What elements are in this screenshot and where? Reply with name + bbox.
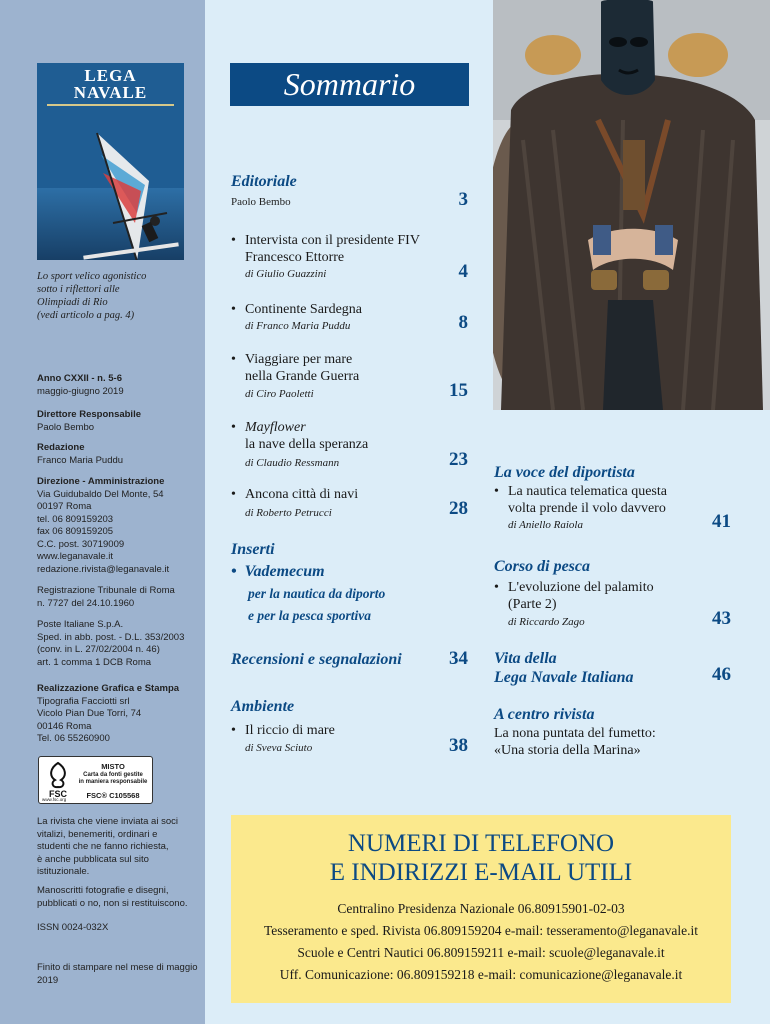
toc-item-title: Ancona città di navi	[245, 487, 359, 502]
mamuthones-photo[interactable]	[493, 0, 770, 410]
issue-date: maggio-giugno 2019	[37, 385, 124, 397]
toc-item-author: di Roberto Petrucci	[245, 507, 332, 519]
realizzazione-label: Realizzazione Grafica e Stampa	[37, 683, 180, 694]
issn: ISSN 0024-032X	[37, 922, 109, 933]
sommario-title: Sommario	[283, 66, 416, 102]
redazione-name: Franco Maria Puddu	[37, 454, 124, 466]
section-inserti[interactable]: Inserti	[231, 541, 275, 558]
magazine-cover-image[interactable]	[37, 63, 184, 260]
toc-item-page: 28	[449, 498, 468, 519]
bullet: •	[231, 563, 245, 580]
fsc-tree-icon	[43, 760, 73, 800]
print-date: Finito di stampare nel mese di maggio 2019	[37, 962, 198, 986]
centro-rivista-text: La nona puntata del fumetto: «Una storia della Marina»	[494, 726, 656, 758]
toc-item-title-italic: Mayflower	[245, 420, 306, 435]
toc-item-title: Il riccio di mare	[245, 723, 335, 738]
redazione-label: Redazione	[37, 442, 85, 453]
sommario-title-box	[230, 63, 469, 106]
section-diportista[interactable]: La voce del diportista	[494, 464, 635, 481]
toc-item-author: di Giulio Guazzini	[245, 268, 327, 280]
issue-number: Anno CXXII - n. 5-6	[37, 373, 122, 384]
toc-item-mayflower[interactable]	[231, 419, 368, 453]
fsc-code: FSC® C105568	[86, 791, 140, 800]
bullet: •	[231, 233, 236, 248]
direzione-block	[37, 476, 202, 576]
toc-item-page: 4	[458, 261, 468, 282]
recensioni-page: 34	[449, 648, 468, 669]
editoriale-page: 3	[458, 189, 468, 210]
bullet: •	[231, 420, 236, 435]
toc-item-ancona[interactable]	[231, 486, 358, 503]
contact-line[interactable]: Tesseramento e sped. Rivista 06.809159204 e-mail: tesseramento@leganavale.it	[264, 923, 698, 938]
toc-item-author: di Ciro Paoletti	[245, 388, 314, 400]
vademecum-title: Vademecum	[244, 563, 325, 580]
direttore-name: Paolo Bembo	[37, 421, 95, 433]
toc-item-title: Viaggiare per mare nella Grande Guerra	[245, 352, 360, 384]
bullet: •	[494, 484, 499, 499]
section-ambiente[interactable]: Ambiente	[231, 698, 295, 715]
toc-item-title: La nautica telematica questa volta prende il volo davvero	[508, 484, 667, 516]
toc-item-page: 8	[458, 312, 468, 333]
bullet: •	[231, 723, 236, 738]
toc-item-palamito[interactable]	[494, 579, 654, 613]
bullet: •	[231, 302, 236, 317]
vademecum-line-1: per la nautica da diporto	[248, 586, 386, 601]
mamuthones-illustration	[493, 0, 770, 410]
toc-item-author: di Aniello Raiola	[508, 519, 583, 531]
poste-text: Poste Italiane S.p.A. Sped. in abb. post. - D.L. 353/2003 (conv. in L. 27/02/2004 n. 46) art. 1 comma 1 DCB Roma	[37, 619, 185, 668]
toc-item-intervista[interactable]	[231, 232, 420, 266]
toc-item-viaggiare[interactable]	[231, 351, 359, 385]
realizzazione-address: Tipografia Facciotti srl Vicolo Pian Due Torri, 74 00146 Roma Tel. 06 55260900	[37, 695, 142, 744]
vita-page: 46	[712, 664, 731, 685]
ambiente-page: 38	[449, 735, 468, 756]
section-corso-pesca[interactable]: Corso di pesca	[494, 558, 590, 575]
direzione-address: Via Guidubaldo Del Monte, 54 00197 Roma tel. 06 809159203 fax 06 809159205 C.C. post. 30719009 www.leganavale.it redazione.rivista@leganavale.it	[37, 488, 170, 575]
toc-item-page: 15	[449, 380, 468, 401]
editoriale-author: Paolo Bembo	[231, 196, 291, 208]
fsc-certification-badge	[38, 756, 153, 804]
issue-info	[37, 373, 202, 398]
registrazione-text: Registrazione Tribunale di Roma n. 7727 del 24.10.1960	[37, 585, 175, 609]
contact-line[interactable]: Uff. Comunicazione: 06.809159218 e-mail: comunicazione@leganavale.it	[279, 967, 683, 982]
bullet: •	[231, 352, 236, 367]
toc-item-title: la nave della speranza	[245, 437, 369, 452]
toc-item-page: 23	[449, 449, 468, 470]
toc-item-author: di Claudio Ressmann	[245, 457, 340, 469]
direttore-label: Direttore Responsabile	[37, 409, 141, 420]
cover-caption: Lo sport velico agonistico sotto i riflettori alle Olimpiadi di Rio (vedi articolo a pag. 4)	[37, 271, 147, 321]
direttore-block	[37, 409, 202, 434]
section-editoriale[interactable]: Editoriale	[231, 173, 297, 190]
realizzazione-block	[37, 683, 202, 746]
toc-item-title: Continente Sardegna	[245, 302, 363, 317]
inserti-vademecum[interactable]	[231, 563, 325, 581]
distribution-note: La rivista che viene inviata ai soci vitalizi, benemeriti, ordinari e studenti che ne fanno richiesta, è anche pubblicata sul sito istituzionale.	[37, 816, 178, 877]
fsc-logo-text: FSC	[49, 789, 67, 799]
toc-item-author: di Sveva Sciuto	[245, 742, 313, 754]
toc-item-author: di Franco Maria Puddu	[245, 320, 351, 332]
toc-item-riccio[interactable]	[231, 722, 335, 739]
bullet: •	[231, 487, 236, 502]
fsc-misto: MISTO	[101, 762, 125, 771]
vademecum-line-2: e per la pesca sportiva	[248, 608, 371, 623]
toc-item-title: Intervista con il presidente FIV Francesco Ettorre	[245, 233, 420, 265]
contacts-heading: NUMERI DI TELEFONO E INDIRIZZI E-MAIL UTILI	[329, 830, 633, 886]
bullet: •	[494, 580, 499, 595]
cover-title: LEGA NAVALE	[73, 66, 148, 102]
toc-item-author: di Riccardo Zago	[508, 616, 585, 628]
toc-item-title: L'evoluzione del palamito (Parte 2)	[508, 580, 654, 612]
contact-line[interactable]: Centralino Presidenza Nazionale 06.80915901-02-03	[337, 901, 625, 916]
fsc-carta: Carta da fonti gestite in maniera responsabile	[78, 772, 148, 785]
sidebar-colophon	[0, 0, 205, 1024]
section-vita-lega[interactable]: Vita della Lega Navale Italiana	[494, 650, 634, 686]
toc-item-title-wrap	[245, 419, 368, 453]
contacts-box	[231, 815, 731, 1003]
toc-item-nautica-telematica[interactable]	[494, 483, 667, 517]
section-centro-rivista[interactable]: A centro rivista	[494, 706, 595, 723]
direzione-label: Direzione - Amministrazione	[37, 476, 165, 487]
windsurfer-illustration	[37, 63, 184, 260]
toc-item-continente-sardegna[interactable]	[231, 301, 362, 318]
manuscripts-note: Manoscritti fotografie e disegni, pubblicati o no, non si restituiscono.	[37, 885, 188, 909]
redazione-block	[37, 442, 202, 467]
section-recensioni[interactable]: Recensioni e segnalazioni	[231, 651, 402, 668]
fsc-www: www.fsc.org	[42, 797, 67, 802]
contact-line[interactable]: Scuole e Centri Nautici 06.809159211 e-mail: scuole@leganavale.it	[297, 945, 665, 960]
diportista-page: 41	[712, 511, 731, 532]
pesca-page: 43	[712, 608, 731, 629]
